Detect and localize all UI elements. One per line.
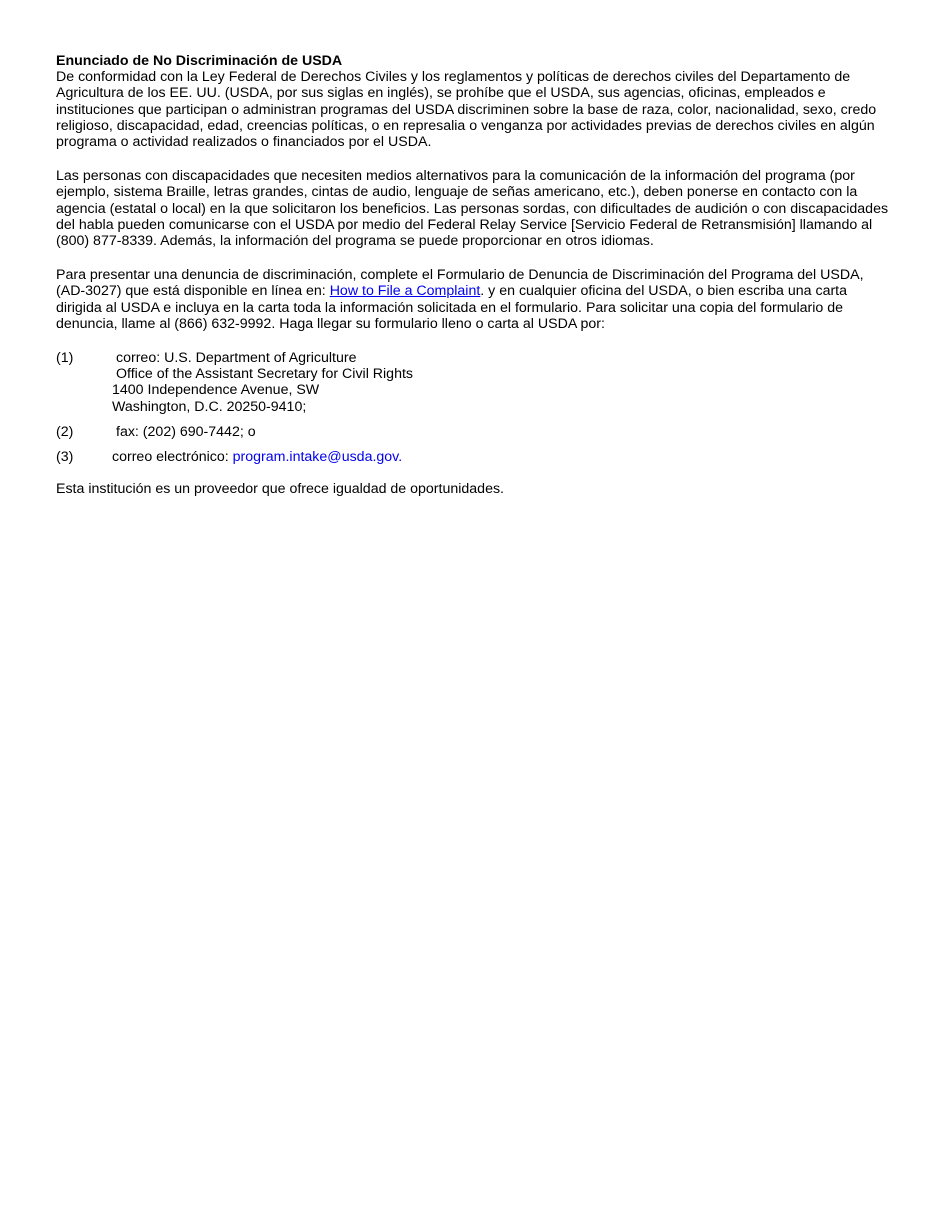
email-link[interactable]: program.intake@usda.gov. xyxy=(232,449,403,466)
email-label: correo electrónico: xyxy=(112,449,233,466)
document-page xyxy=(56,53,896,497)
paragraph-complaint-rest: . y en cualquier oficina del USDA, o bien escriba una carta dirigida al USDA e incluya en la carta toda la información solicitada en el formulario. Para solicitar una copia del formulario de denuncia, llame al (866) 632-9992. Haga llegar su formulario lleno o carta al USDA por: xyxy=(56,283,848,332)
email-line xyxy=(112,449,402,465)
list-item-number: (1) xyxy=(56,350,74,367)
paragraph-disabilities: Las personas con discapacidades que necesiten medios alternativos para la comunicación de la información del programa (por ejemplo, sistema Braille, letras grandes, cintas de audio, lenguaje de señas americano, etc.), deben ponerse en contacto con la agencia (estatal o local) en la que solicitaron los beneficios. Las personas sordas, con dificultades de audición o con discapacidades del habla pueden comunicarse con el USDA por medio del Federal Relay Service [Servicio Federal de Retransmisión] llamando al (800) 877-8339. Además, la información del programa se puede proporcionar en otros idiomas. xyxy=(56,168,889,250)
list-item-fax xyxy=(56,424,896,440)
address-line-department: correo: U.S. Department of Agriculture xyxy=(116,350,357,367)
paragraph-complaint-intro: Para presentar una denuncia de discriminación, complete el Formulario de Denuncia de Discriminación del Programa del USDA, (AD-3027) que está disponible en línea en: xyxy=(56,267,864,300)
address-line-city: Washington, D.C. 20250-9410; xyxy=(112,398,307,415)
how-to-file-complaint-link[interactable]: How to File a Complaint xyxy=(329,283,481,300)
fax-number: fax: (202) 690-7442; o xyxy=(116,423,256,440)
paragraph-complaint xyxy=(56,267,896,332)
list-item-email xyxy=(56,449,896,465)
list-item-number: (2) xyxy=(56,423,74,440)
address-line-office: Office of the Assistant Secretary for Civil Rights xyxy=(116,366,414,383)
address-line-street: 1400 Independence Avenue, SW xyxy=(112,382,320,399)
list-item-mail xyxy=(56,350,896,415)
list-item-number: (3) xyxy=(56,449,74,466)
closing-statement: Esta institución es un proveedor que ofrece igualdad de oportunidades. xyxy=(56,481,505,498)
document-title: Enunciado de No Discriminación de USDA xyxy=(56,53,343,69)
paragraph-nondiscrimination: De conformidad con la Ley Federal de Derechos Civiles y los reglamentos y políticas de derechos civiles del Departamento de Agricultura de los EE. UU. (USDA, por sus siglas en inglés), se prohíbe que el USDA, sus agencias, oficinas, empleados e instituciones que participan o administran programas del USDA discriminen sobre la base de raza, color, nacionalidad, sexo, credo religioso, discapacidad, edad, creencias políticas, o en represalia o venganza por actividades previas de derechos civiles en algún programa o actividad realizados o financiados por el USDA. xyxy=(56,69,877,151)
mail-address xyxy=(112,350,413,415)
